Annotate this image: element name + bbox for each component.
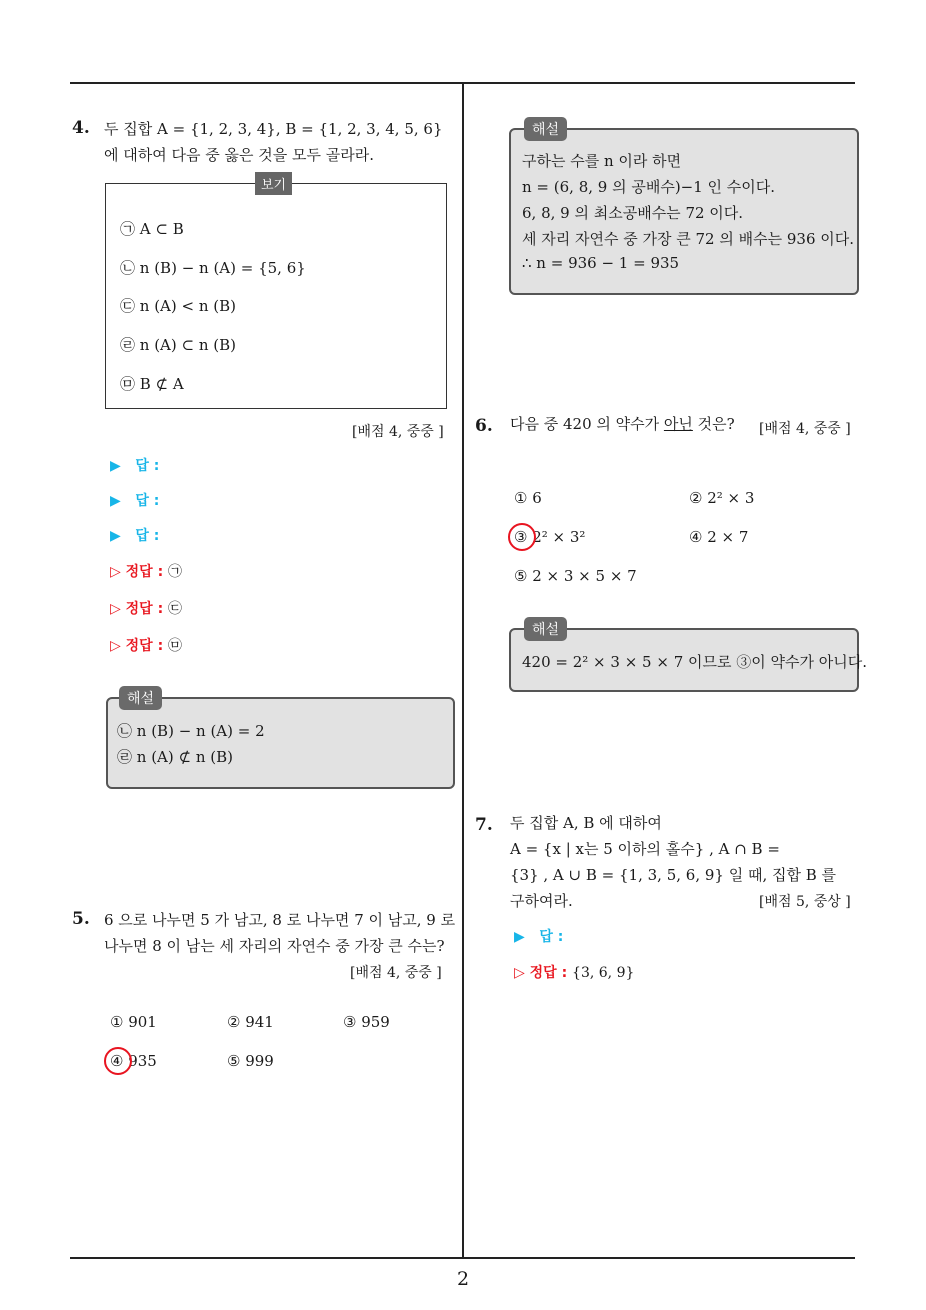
q4-correct-1: ▷ 정답 : ㉠ xyxy=(110,564,183,580)
q6-text-pre: 다음 중 420 의 약수가 xyxy=(510,415,664,433)
correct-label: 정답 : xyxy=(529,965,568,981)
q5-text-line2: 나누면 8 이 남는 세 자리의 자연수 중 가장 큰 수는? xyxy=(104,937,445,955)
bogi-item-5: ㉤ B ⊄ A xyxy=(120,375,184,393)
correct-label: 정답 : xyxy=(125,638,164,654)
q4-meta: [배점 4, 중중 ] xyxy=(352,424,444,440)
bogi-item-1: ㉠ A ⊂ B xyxy=(120,220,184,238)
answer-label: 답 : xyxy=(135,528,160,544)
q6-explanation-tag: 해설 xyxy=(524,617,567,641)
bogi-label: 보기 xyxy=(255,172,292,195)
correct-value: {3, 6, 9} xyxy=(572,965,635,981)
q6-choice-1[interactable]: ① 6 xyxy=(514,489,542,507)
correct-value: ㉠ xyxy=(168,564,183,580)
q6-text xyxy=(510,411,735,438)
q5-choice-1[interactable]: ① 901 xyxy=(110,1013,157,1031)
q5-explanation-line4: 세 자리 자연수 중 가장 큰 72 의 배수는 936 이다. xyxy=(522,230,855,248)
q5-meta: [배점 4, 중중 ] xyxy=(350,965,442,981)
correct-label: 정답 : xyxy=(125,564,164,580)
q6-choice-4[interactable]: ④ 2 × 7 xyxy=(689,528,749,546)
q7-meta: [배점 5, 중상 ] xyxy=(759,894,851,910)
q7-answer[interactable]: ▶ 답 : xyxy=(514,929,564,945)
answer-label: 답 : xyxy=(539,929,564,945)
q6-meta: [배점 4, 중중 ] xyxy=(759,421,851,437)
q6-choice-5[interactable]: ⑤ 2 × 3 × 5 × 7 xyxy=(514,567,637,585)
q6-choice-3[interactable]: ③ 2² × 3² xyxy=(514,528,586,546)
q5-choice-4[interactable]: ④ 935 xyxy=(110,1052,157,1070)
q6-text-post: 것은? xyxy=(692,415,735,433)
q6-text-underlined: 아닌 xyxy=(663,415,693,433)
q6-number: 6. xyxy=(475,416,493,436)
q5-choice-2[interactable]: ② 941 xyxy=(227,1013,274,1031)
q6-explanation-line: 420 = 2² × 3 × 5 × 7 이므로 ③이 약수가 아니다. xyxy=(522,653,867,671)
q5-explanation-line2: n = (6, 8, 9 의 공배수)−1 인 수이다. xyxy=(522,178,776,196)
q4-answer-2[interactable]: ▶ 답 : xyxy=(110,493,160,509)
q5-text-line1: 6 으로 나누면 5 가 남고, 8 로 나누면 7 이 남고, 9 로 xyxy=(104,911,456,929)
q4-answer-1[interactable]: ▶ 답 : xyxy=(110,458,160,474)
q7-text-line4: 구하여라. xyxy=(510,892,573,910)
q4-text-line1: 두 집합 A = {1, 2, 3, 4}, B = {1, 2, 3, 4, 5, 6} xyxy=(104,120,443,138)
column-divider xyxy=(462,84,464,1257)
page-number: 2 xyxy=(456,1268,470,1290)
q5-choice-3[interactable]: ③ 959 xyxy=(343,1013,390,1031)
q6-choice-2[interactable]: ② 2² × 3 xyxy=(689,489,755,507)
bogi-item-4: ㉣ n (A) ⊂ n (B) xyxy=(120,336,236,354)
bottom-rule xyxy=(70,1257,855,1259)
q5-explanation-line3: 6, 8, 9 의 최소공배수는 72 이다. xyxy=(522,204,744,222)
correct-label: 정답 : xyxy=(125,601,164,617)
correct-value: ㉤ xyxy=(168,638,183,654)
q4-explanation-box xyxy=(106,697,455,789)
correct-value: ㉢ xyxy=(168,601,183,617)
q4-number: 4. xyxy=(72,118,90,138)
answer-label: 답 : xyxy=(135,458,160,474)
q7-correct: ▷ 정답 : {3, 6, 9} xyxy=(514,965,635,981)
q4-explanation-tag: 해설 xyxy=(119,686,162,710)
q7-text-line1: 두 집합 A, B 에 대하여 xyxy=(510,814,662,832)
q4-explanation-line2: ㉣ n (A) ⊄ n (B) xyxy=(117,748,233,766)
q7-text-line2: A = {x | x는 5 이하의 홀수} , A ∩ B = xyxy=(510,840,780,858)
q5-explanation-tag: 해설 xyxy=(524,117,567,141)
q5-explanation-line5: ∴ n = 936 − 1 = 935 xyxy=(522,254,680,272)
bogi-item-2: ㉡ n (B) − n (A) = {5, 6} xyxy=(120,259,306,277)
q5-choice-5[interactable]: ⑤ 999 xyxy=(227,1052,274,1070)
q4-explanation-line1: ㉡ n (B) − n (A) = 2 xyxy=(117,722,265,740)
q5-explanation-line1: 구하는 수를 n 이라 하면 xyxy=(522,152,682,170)
q7-number: 7. xyxy=(475,815,493,835)
q5-number: 5. xyxy=(72,909,90,929)
q4-correct-3: ▷ 정답 : ㉤ xyxy=(110,638,183,654)
q6-selected-circle-icon xyxy=(508,523,536,551)
q4-text-line2: 에 대하여 다음 중 옳은 것을 모두 골라라. xyxy=(104,146,374,164)
bogi-item-3: ㉢ n (A) < n (B) xyxy=(120,297,236,315)
q4-answer-3[interactable]: ▶ 답 : xyxy=(110,528,160,544)
answer-label: 답 : xyxy=(135,493,160,509)
q7-text-line3: {3} , A ∪ B = {1, 3, 5, 6, 9} 일 때, 집합 B 를 xyxy=(510,866,837,884)
q4-correct-2: ▷ 정답 : ㉢ xyxy=(110,601,183,617)
q5-selected-circle-icon xyxy=(104,1047,132,1075)
